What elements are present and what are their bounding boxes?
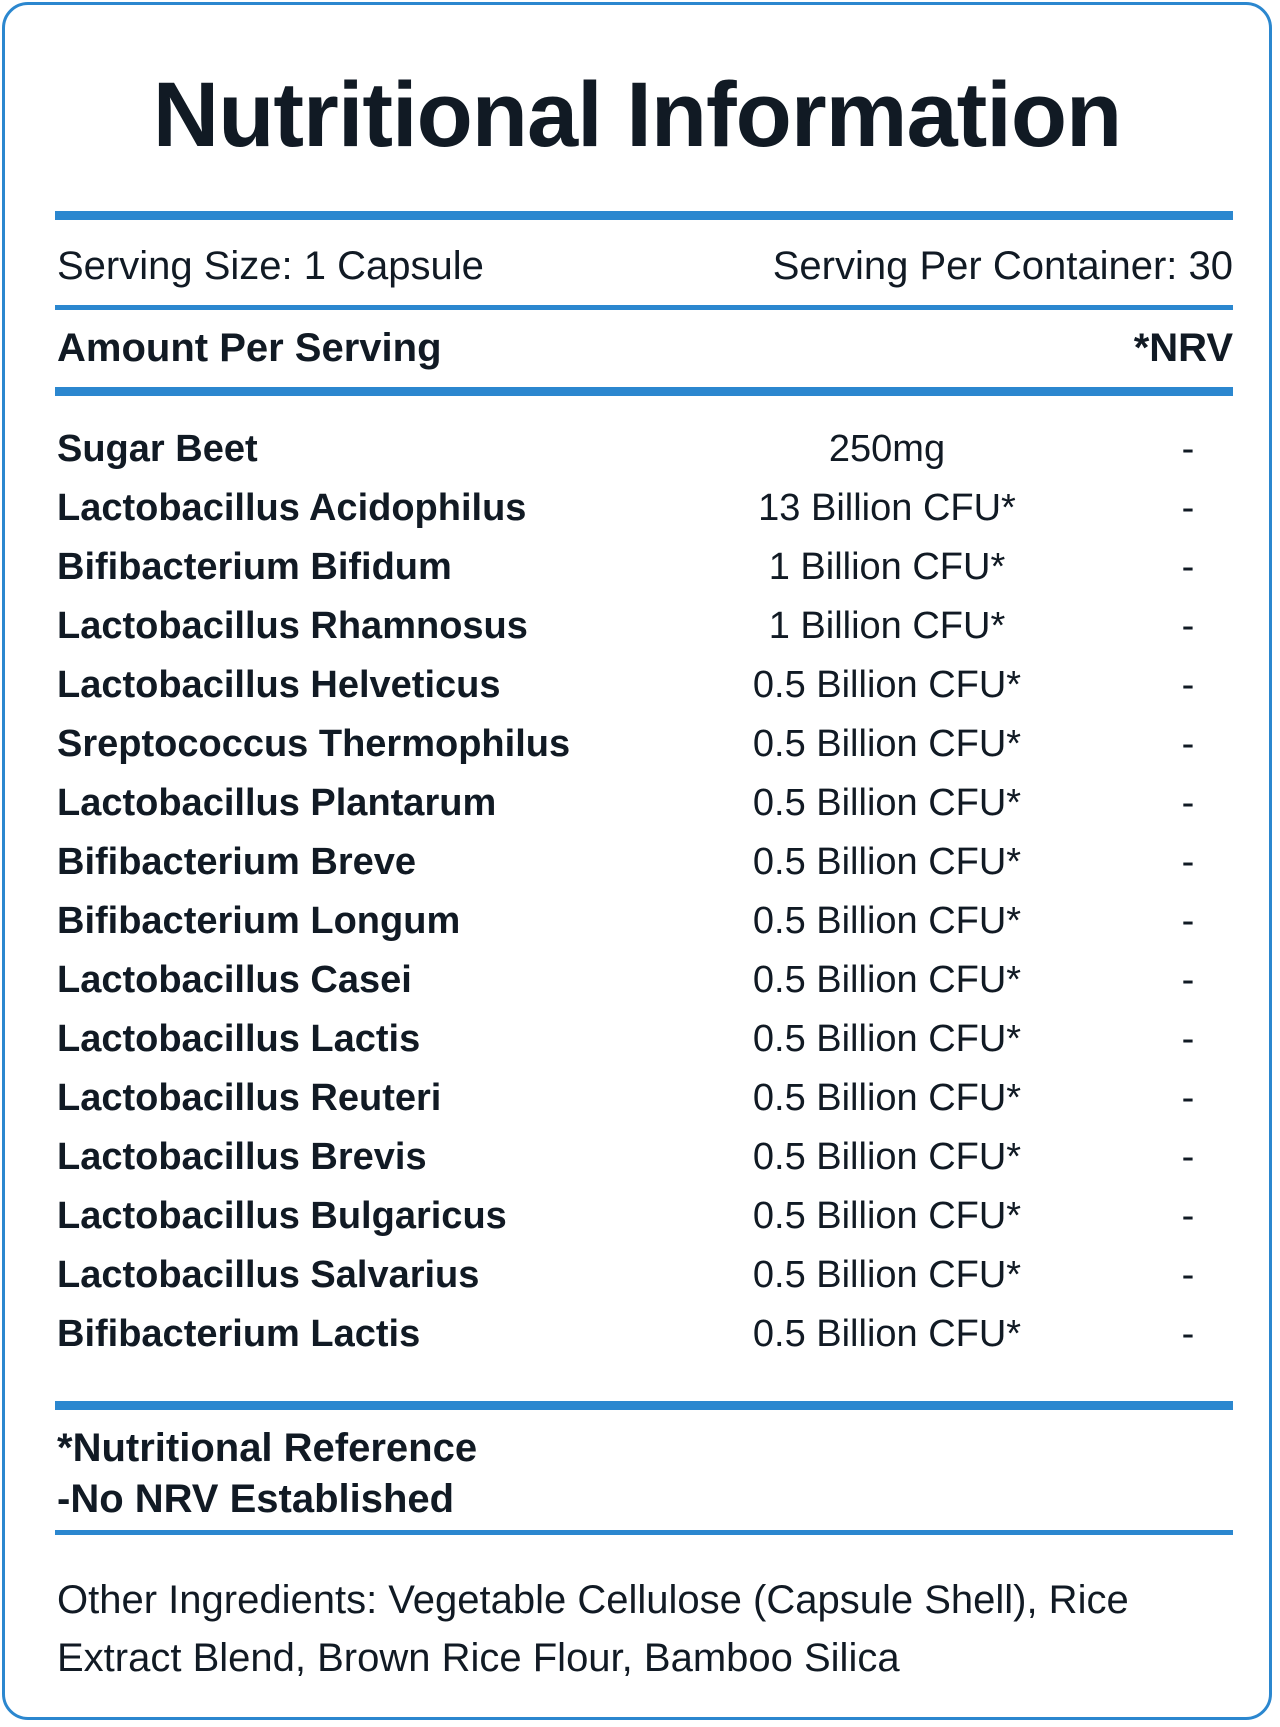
table-row — [57, 664, 1233, 723]
ingredient-amount: 0.5 Billion CFU* — [752, 1254, 1022, 1296]
ingredient-nrv: - — [1181, 1018, 1195, 1060]
ingredient-nrv: - — [1181, 546, 1195, 588]
ingredient-amount: 0.5 Billion CFU* — [752, 664, 1022, 706]
table-row — [57, 959, 1233, 1018]
ingredient-nrv: - — [1181, 664, 1195, 706]
divider-serving — [55, 305, 1233, 310]
table-row — [57, 428, 1233, 487]
table-row — [57, 841, 1233, 900]
amount-per-serving-label: Amount Per Serving — [57, 325, 442, 370]
ingredient-nrv: - — [1181, 723, 1195, 765]
serving-size: Serving Size: 1 Capsule — [57, 243, 484, 288]
ingredient-name: Bifibacterium Longum — [57, 900, 461, 942]
table-row — [57, 1195, 1233, 1254]
ingredient-amount: 0.5 Billion CFU* — [752, 900, 1022, 942]
table-row — [57, 605, 1233, 664]
ingredient-name: Lactobacillus Acidophilus — [57, 487, 527, 529]
ingredient-amount: 0.5 Billion CFU* — [752, 782, 1022, 824]
ingredient-amount: 0.5 Billion CFU* — [752, 1136, 1022, 1178]
ingredient-amount: 0.5 Billion CFU* — [752, 959, 1022, 1001]
table-row — [57, 723, 1233, 782]
ingredient-nrv: - — [1181, 1254, 1195, 1296]
table-row — [57, 1136, 1233, 1195]
ingredient-nrv: - — [1181, 841, 1195, 883]
table-row — [57, 1313, 1233, 1372]
table-row — [57, 900, 1233, 959]
ingredient-amount: 0.5 Billion CFU* — [752, 1018, 1022, 1060]
table-row — [57, 1254, 1233, 1313]
table-row — [57, 546, 1233, 605]
ingredient-amount: 1 Billion CFU* — [768, 605, 1006, 647]
ingredient-nrv: - — [1181, 900, 1195, 942]
divider-top — [55, 211, 1233, 220]
ingredient-name: Lactobacillus Casei — [57, 959, 412, 1001]
ingredient-amount: 250mg — [828, 428, 946, 470]
ingredient-amount: 1 Billion CFU* — [768, 546, 1006, 588]
ingredient-name: Lactobacillus Rhamnosus — [57, 605, 528, 647]
footnote-nrv: *Nutritional Reference — [57, 1426, 478, 1470]
page-title: Nutritional Information — [152, 64, 1122, 166]
ingredient-nrv: - — [1181, 1136, 1195, 1178]
ingredient-amount: 0.5 Billion CFU* — [752, 1313, 1022, 1355]
ingredient-name: Sugar Beet — [57, 428, 258, 470]
table-row — [57, 1018, 1233, 1077]
ingredient-name: Lactobacillus Lactis — [57, 1018, 421, 1060]
ingredient-name: Lactobacillus Salvarius — [57, 1254, 480, 1296]
serving-row — [57, 241, 1233, 291]
ingredient-table — [57, 428, 1233, 1372]
ingredient-nrv: - — [1181, 1313, 1195, 1355]
amount-header-row — [57, 323, 1233, 373]
ingredient-amount: 0.5 Billion CFU* — [752, 841, 1022, 883]
ingredient-name: Bifibacterium Lactis — [57, 1313, 421, 1355]
table-row — [57, 782, 1233, 841]
ingredient-name: Lactobacillus Brevis — [57, 1136, 427, 1178]
nutrition-panel — [2, 2, 1272, 1720]
table-row — [57, 1077, 1233, 1136]
ingredient-nrv: - — [1181, 959, 1195, 1001]
ingredient-nrv: - — [1181, 605, 1195, 647]
ingredient-name: Bifibacterium Breve — [57, 841, 417, 883]
ingredient-name: Lactobacillus Bulgaricus — [57, 1195, 507, 1237]
divider-ingredients — [55, 1401, 1233, 1410]
ingredient-nrv: - — [1181, 428, 1195, 470]
table-row — [57, 487, 1233, 546]
ingredient-amount: 0.5 Billion CFU* — [752, 1195, 1022, 1237]
other-ingredients: Other Ingredients: Vegetable Cellulose (Capsule Shell), Rice Extract Blend, Brown Rice Flour, Bamboo Silica — [57, 1578, 1129, 1680]
ingredient-nrv: - — [1181, 487, 1195, 529]
nrv-label: *NRV — [1133, 325, 1233, 370]
ingredient-amount: 0.5 Billion CFU* — [752, 723, 1022, 765]
ingredient-amount: 13 Billion CFU* — [758, 487, 1016, 529]
servings-per-container: Serving Per Container: 30 — [772, 243, 1233, 288]
ingredient-nrv: - — [1181, 1195, 1195, 1237]
footnotes — [57, 1423, 477, 1525]
ingredient-amount: 0.5 Billion CFU* — [752, 1077, 1022, 1119]
divider-header — [55, 387, 1233, 396]
divider-notes — [55, 1530, 1233, 1535]
ingredient-name: Lactobacillus Helveticus — [57, 664, 501, 706]
ingredient-name: Bifibacterium Bifidum — [57, 546, 452, 588]
ingredient-name: Lactobacillus Plantarum — [57, 782, 497, 824]
ingredient-nrv: - — [1181, 782, 1195, 824]
footnote-no-nrv: -No NRV Established — [57, 1477, 455, 1521]
ingredient-name: Sreptococcus Thermophilus — [57, 723, 571, 765]
ingredient-nrv: - — [1181, 1077, 1195, 1119]
ingredient-name: Lactobacillus Reuteri — [57, 1077, 442, 1119]
